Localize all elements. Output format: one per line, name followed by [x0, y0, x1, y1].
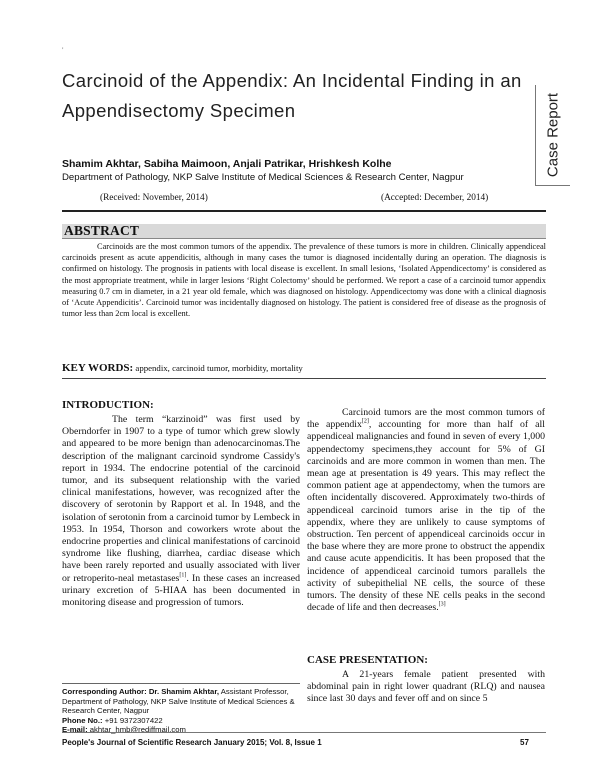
phone-value: +91 9372307422	[104, 715, 163, 725]
divider	[62, 683, 300, 684]
introduction-heading: INTRODUCTION:	[62, 399, 154, 411]
intro-p1-end: . In these cases an increased urinary excretion of 5-HIAA has been documented in monitoring disease and progression of tumors.	[62, 572, 300, 609]
journal-footer: People's Journal of Scientific Research January 2015; Vol. 8, Issue 1	[62, 738, 322, 747]
intro-p1-text: The term “karzinoid” was first used by Oberndorfer in 1907 to a type of tumor which grew slowly and appeared to be more benign than adenocarcinomas.The description of the malignant carcinoid syndrome Cassidy's report in 1934. The endocrine potential of the carcinoid tumor, and its subsequent relationship with the varied clinical manifestations, however, was recognized after the discovery of serotonin by Rapport et al. In 1948, and the isolation of serotonin from a carcinoid tumor by Lembeck in 1953. In 1954, Thorson and coworkers wrote about the endocrine properties and clinical manifestations of carcinoid syndrome like flushing, diarrhea, cardiac disease which have been rarely reported and usually associated with liver or retroperito-neal metastases	[62, 414, 300, 584]
article-title: Carcinoid of the Appendix: An Incidental Finding in an Appendisectomy Specimen	[62, 70, 522, 121]
authors: Shamim Akhtar, Sabiha Maimoon, Anjali Patrikar, Hrishkesh Kolhe	[62, 158, 392, 170]
accepted-date: (Accepted: December, 2014)	[381, 193, 489, 203]
corresponding-label: Corresponding Author: Dr. Shamim Akhtar,	[62, 687, 220, 696]
divider	[62, 210, 546, 212]
received-date: (Received: November, 2014)	[100, 193, 208, 203]
abstract-heading: ABSTRACT	[64, 223, 140, 238]
page-number: 57	[520, 738, 529, 747]
divider	[62, 732, 546, 733]
intro-p2-start: Carcinoid tumors are the most common tumors of the appendix	[307, 407, 545, 431]
keywords-text: appendix, carcinoid tumor, morbidity, mortality	[135, 363, 303, 373]
email-label: E-mail:	[62, 725, 88, 735]
article-type-tab	[535, 85, 570, 186]
article-type-label: Case Report	[544, 92, 562, 178]
introduction-paragraph-1	[62, 414, 300, 609]
citation-ref: [3]	[438, 601, 446, 608]
case-presentation-heading: CASE PRESENTATION:	[307, 654, 428, 666]
intro-p2-end: , accounting for more than half of all appendiceal malignancies and found in seven of every 1,000 appendectomy specimens,they account for 5% of GI carcinoids and are more common in women than men. The mean age at presentation is 49 years. This may reflect the common patient age at appendectomy, when the tumors are often incidentally discovered. Approximately two-thirds of appendiceal carcinoid tumors arise in the tip of the appendix, where they are unlikely to cause symptoms of obstruction. Ten percent of appendiceal carcinoids occur in the base where they are more prone to obstruct the appendix and cause acute appendicitis. It has been proposed that the incidence of appendiceal carcinoid tumors parallels the activity of subepithelial NE cells, the source of these tumors. The density of these NE cells peaks in the second decade of life and then decreases.	[307, 419, 545, 614]
phone-label: Phone No.:	[62, 715, 103, 725]
email-value[interactable]: akhtar_hmb@rediffmail.com	[89, 725, 186, 735]
case-presentation-text: A 21-years female patient presented with abdominal pain in right lower quadrant (RLQ) and nausea since last 30 days and fever off and on since 5	[307, 669, 545, 705]
corresponding-text: Assistant Professor, Department of Pathology, NKP Salve Institute of Medical Sciences & Research Center, Nagpur	[62, 687, 295, 716]
affiliation: Department of Pathology, NKP Salve Institute of Medical Sciences & Research Center, Nagpur	[62, 172, 464, 183]
corresponding-author	[62, 687, 300, 735]
citation-ref: [2]	[361, 418, 369, 425]
keywords-label: KEY WORDS:	[62, 362, 134, 374]
introduction-paragraph-2	[307, 407, 545, 614]
abstract-text: Carcinoids are the most common tumors of the appendix. The prevalence of these tumors is more in children. Clinically appendiceal carcinoids present as acute appendicitis, although in many cases the tumor is diagnosed incidentally during an operation. The diagnosis is confirmed on histology. The prognosis in patients with local disease is excellent. In small lesions, ‘Isolated Appendicectomy’ is considered as the most appropriate treatment, while in larger lesions ‘Right Colectomy’ should be performed. We report a case of a carcinoid tumor appendix measuring 0.7 cm in diameter, in a 21 year old female, which was diagnosed on histology. Appendicectomy was done with a clinical diagnosis of ‘Acute Appendicitis’. Carcinoid tumor was incidentally diagnosed on histology. The patient is considered free of disease as the prognosis of tumor less than 2cm local is excellent.	[62, 242, 546, 319]
divider	[62, 378, 546, 379]
keywords	[62, 362, 303, 374]
citation-ref: [1]	[179, 572, 187, 579]
header-mark: ,	[62, 44, 64, 50]
abstract-heading-bar	[62, 224, 546, 239]
